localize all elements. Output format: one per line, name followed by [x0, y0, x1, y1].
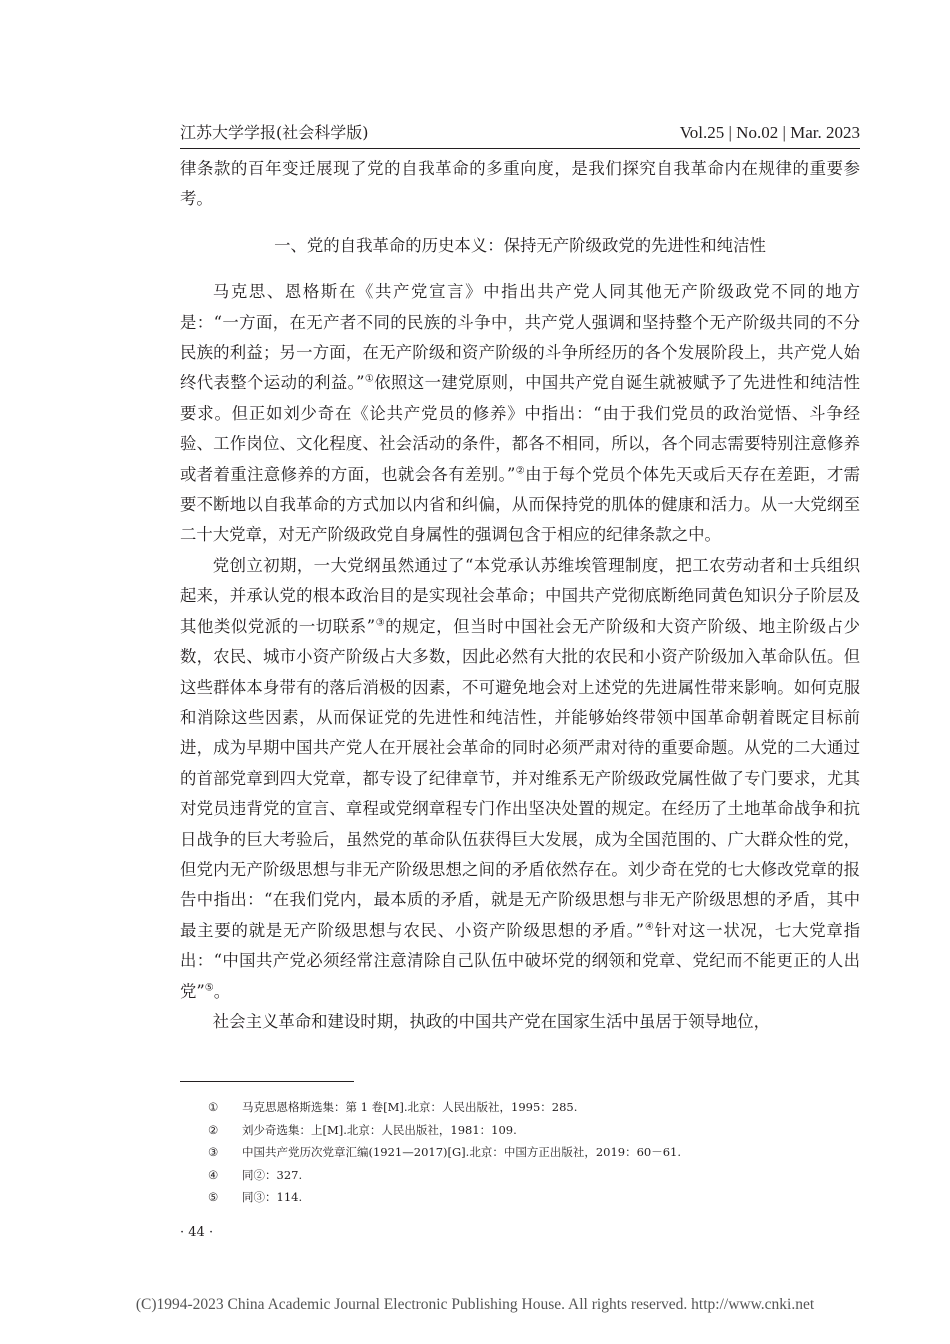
copyright-notice: (C)1994-2023 China Academic Journal Electronic Publishing House. All rights reserved. http://www.cnki.net — [135, 1296, 815, 1313]
footnote-rule — [180, 1081, 354, 1082]
footnote-mark: ③ — [208, 1145, 219, 1159]
footnote-text: 刘少奇选集：上[M].北京：人民出版社，1981：109. — [242, 1122, 517, 1137]
header-rule — [180, 148, 860, 149]
page-number: · 44 · — [180, 1225, 214, 1240]
paragraph-1 — [180, 277, 860, 551]
paragraph-text: 针对这一状况，七大党章指出：“中国共产党必须经常注意清除自己队伍中破坏党的纲领和党章、党纪而不能更正的人出党” — [180, 920, 860, 1001]
footnote-item — [180, 1119, 860, 1142]
footnote-ref-3[interactable]: ③ — [375, 617, 386, 629]
footnote-item — [180, 1186, 860, 1209]
footnote-text: 同②：327. — [242, 1167, 303, 1182]
paragraph-text: 由于每个党员个体先天或后天存在差距，才需要不断地以自我革命的方式加以内省和纠偏，从而保持党的肌体的健康和活力。从一大党纲至二十大党章，对无产阶级政党自身属性的强调包含于相应的纪律条款之中。 — [180, 464, 861, 545]
section-title: 一、党的自我革命的历史本义：保持无产阶级政党的先进性和纯洁性 — [274, 235, 766, 255]
footnote-item — [180, 1141, 860, 1164]
paragraph-3: 社会主义革命和建设时期，执政的中国共产党在国家生活中虽居于领导地位， — [212, 1011, 771, 1031]
footnote-item — [180, 1096, 860, 1119]
paragraph-text: 党创立初期，一大党纲虽然通过了“本党承认苏维埃管理制度，把工农劳动者和士兵组织起来，并承认党的根本政治目的是实现社会革命；中国共产党彻底断绝同黄色知识分子阶层及其他类似党派的一切联系” — [180, 555, 860, 636]
footnote-mark: ② — [208, 1122, 219, 1137]
footnote-text: 中国共产党历次党章汇编(1921—2017)[G].北京：中国方正出版社，2019：60－61. — [242, 1145, 682, 1159]
footnote-mark: ⑤ — [208, 1190, 219, 1204]
paragraph-text: 的规定，但当时中国社会无产阶级和大资产阶级、地主阶级占少数，农民、城市小资产阶级占大多数，因此必然有大批的农民和小资产阶级加入革命队伍。但这些群体本身带有的落后消极的因素，不可避免地会对上述党的先进属性带来影响。如何克服和消除这些因素，从而保证党的先进性和纯洁性，并能够始终带领中国革命朝着既定目标前进，成为早期中国共产党人在开展社会革命的同时必须严肃对待的重要命题。从党的二大通过的首部党章到四大党章，都专设了纪律章节，并对维系无产阶级政党属性做了专门要求，尤其对党员违背党的宣言、章程或党纲章程专门作出坚决处置的规定。在经历了土地革命战争和抗日战争的巨大考验后，虽然党的革命队伍获得巨大发展，成为全国范围的、广大群众性的党，但党内无产阶级思想与非无产阶级思想之间的矛盾依然存在。刘少奇在党的七大修改党章的报告中指出：“在我们党内，最本质的矛盾，就是无产阶级思想与非无产阶级思想的矛盾，其中最主要的就是无产阶级思想与农民、小资产阶级思想的矛盾。” — [180, 616, 861, 940]
footnote-mark: ④ — [208, 1167, 219, 1182]
paragraph-text: 马克思、恩格斯在《共产党宣言》中指出共产党人同其他无产阶级政党不同的地方是：“一方面，在无产者不同的民族的斗争中，共产党人强调和坚持整个无产阶级共同的不分民族的利益；另一方面，在无产阶级和资产阶级的斗争所经历的各个发展阶段上，共产党人始终代表整个运动的利益。” — [180, 282, 860, 393]
footnote-ref-4[interactable]: ④ — [644, 921, 655, 933]
footnote-text: 马克思恩格斯选集：第 1 卷[M].北京：人民出版社，1995：285. — [242, 1100, 578, 1114]
footnotes — [180, 1096, 860, 1209]
paragraph-2 — [180, 551, 860, 1007]
paragraph-text: 依照这一建党原则，中国共产党自诞生就被赋予了先进性和纯洁性要求。但正如刘少奇在《论共产党员的修养》中指出：“由于我们党员的政治觉悟、斗争经验、工作岗位、文化程度、社会活动的条件，都各不相同，所以，各个同志需要特别注意修养或者着重注意修养的方面，也就会各有差别。” — [180, 373, 861, 484]
paragraph-text: 。 — [213, 981, 231, 1001]
article-body — [180, 154, 860, 1037]
footnote-ref-5[interactable]: ⑤ — [204, 982, 214, 994]
issue-info: Vol.25 | No.02 | Mar. 2023 — [679, 123, 860, 142]
footnote-ref-2[interactable]: ② — [515, 465, 526, 477]
footnote-item — [180, 1164, 860, 1187]
footnote-ref-1[interactable]: ① — [364, 373, 375, 385]
journal-title: 江苏大学学报(社会科学版) — [180, 123, 369, 142]
running-header — [180, 120, 860, 146]
paragraph-continued: 律条款的百年变迁展现了党的自我革命的多重向度，是我们探究自我革命内在规律的重要参考。 — [180, 159, 860, 209]
footnote-mark: ① — [208, 1100, 219, 1114]
footnote-text: 同③：114. — [242, 1190, 303, 1204]
